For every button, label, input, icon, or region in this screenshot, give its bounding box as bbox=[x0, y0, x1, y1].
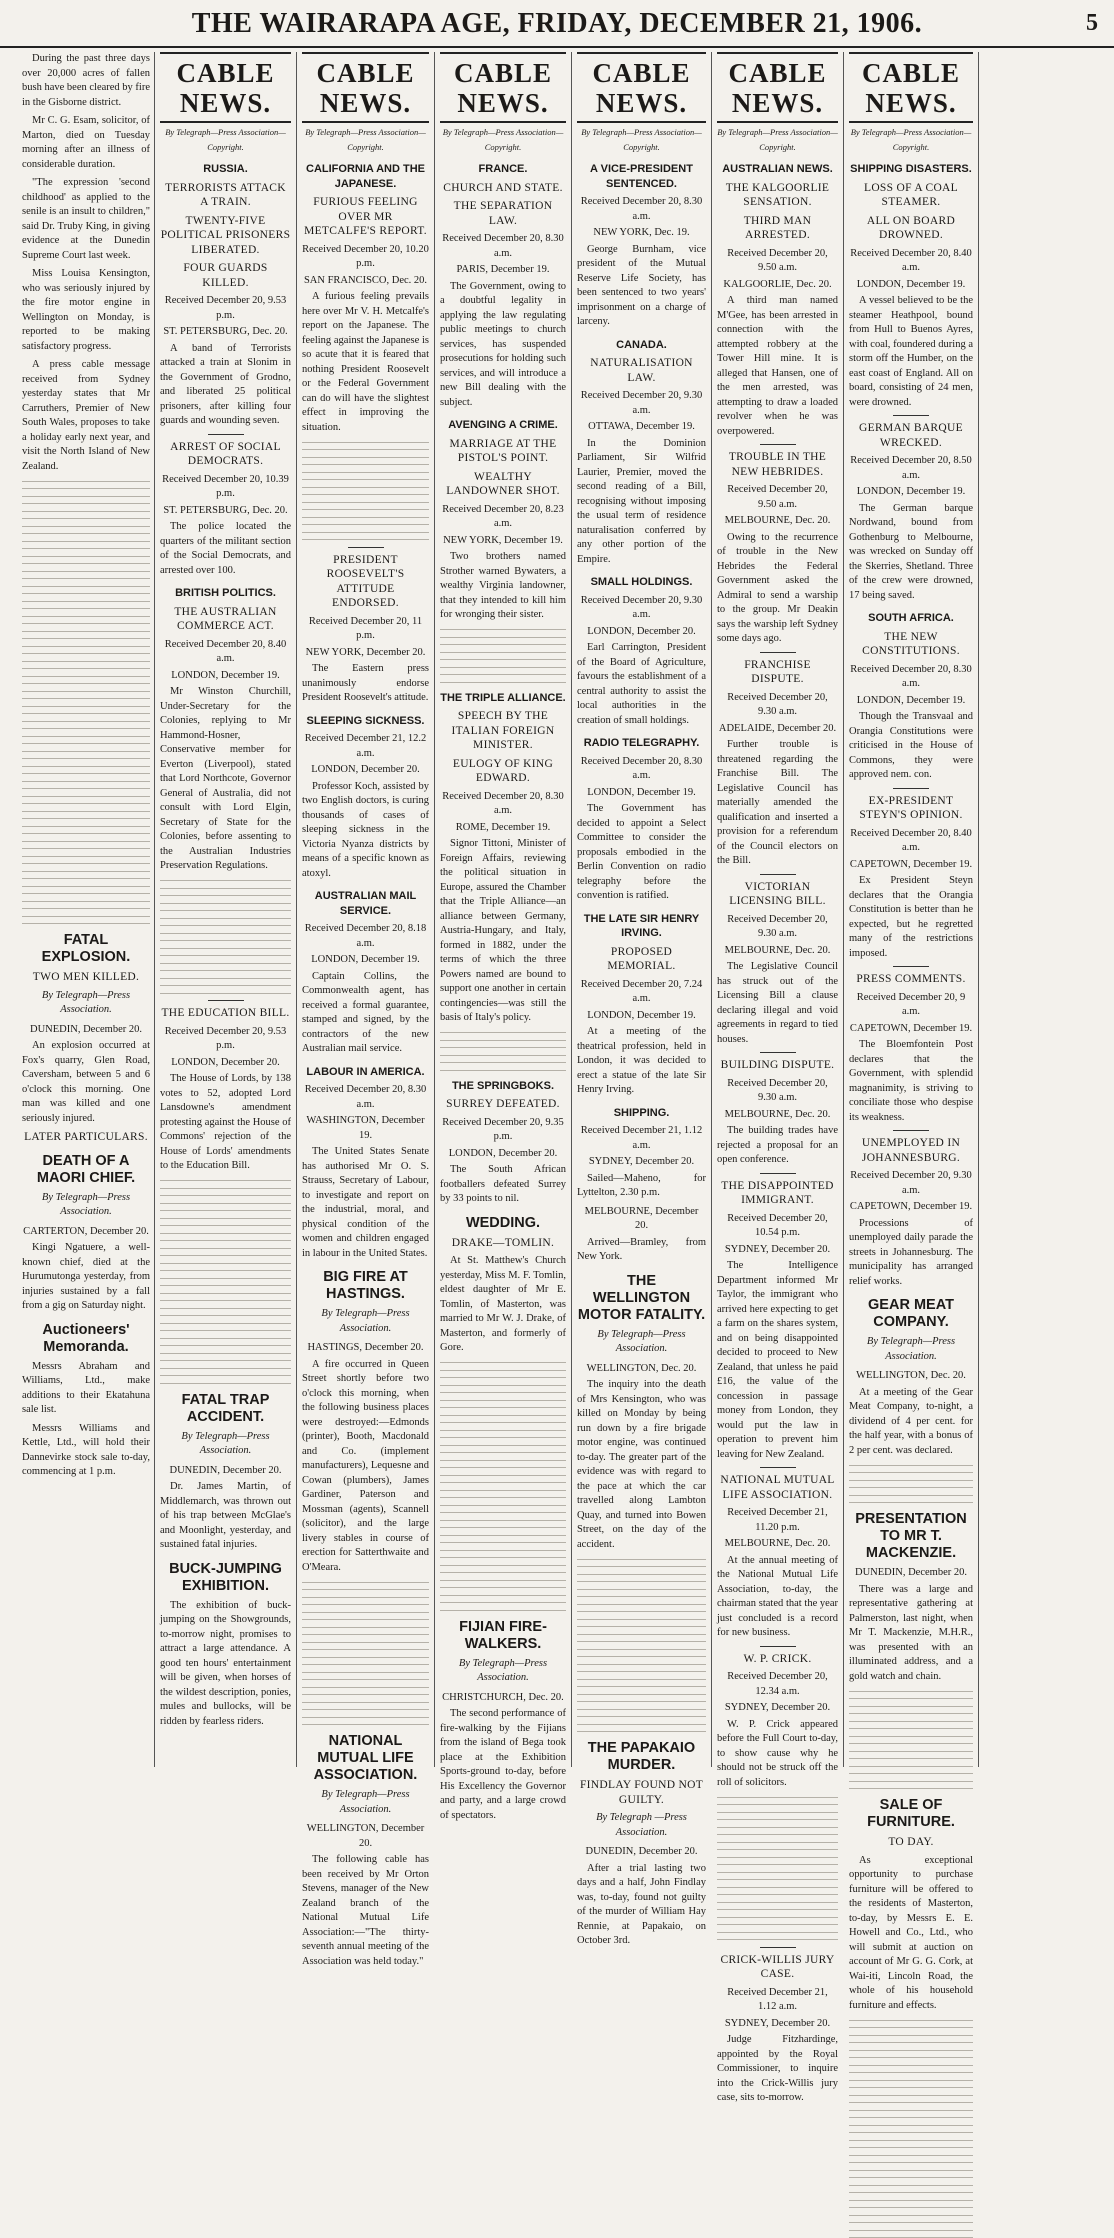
received-line: Received December 20, 8.40 a.m. bbox=[160, 638, 291, 667]
divider bbox=[760, 874, 796, 875]
article-headline: SMALL HOLDINGS. bbox=[577, 575, 706, 590]
divider bbox=[208, 434, 244, 435]
article-headline: FRANCE. bbox=[440, 162, 566, 177]
column-2 bbox=[160, 52, 291, 1767]
received-line: Received December 21, 12.2 a.m. bbox=[302, 732, 429, 761]
dateline: LONDON, December 20. bbox=[302, 763, 429, 778]
column-5 bbox=[577, 52, 706, 1767]
paragraph: A furious feeling prevails here over Mr V. H. Metcalfe's report on the Japanese. The feeling against the Japanese is so acute that it is feared that nothing President Roosevelt or the Federal Government can do will have the slightest effect in improving the situation. bbox=[302, 290, 429, 435]
received-line: Received December 21, 1.12 a.m. bbox=[577, 1124, 706, 1153]
paragraph: The Intelligence Department informed Mr Taylor, the immigrant who arrived here expecting to get a farm on the shares system, and on being disappointed decided to proceed to New Zealand, that unless he paid £16, the value of the concession in passage money from London, they would put the law in operation to prevent him leaving for New Zealand. bbox=[717, 1259, 838, 1462]
paragraph: At a meeting of the theatrical profession, held in London, it was decided to erect a statue of the late Sir Henry Irving. bbox=[577, 1025, 706, 1098]
paragraph: There was a large and representative gathering at Palmerston, last night, when Mr T. Mackenzie, M.H.R., was presented with an illuminated address, and a gold watch and chain. bbox=[849, 1583, 973, 1685]
dateline: LONDON, December 20. bbox=[440, 1147, 566, 1162]
paragraph: Further trouble is threatened regarding the Franchise Bill. The Legislative Council has materially amended the qualification and inserted a provision for a referendum of the Council electors on the Bill. bbox=[717, 738, 838, 869]
received-line: Received December 20, 9.35 p.m. bbox=[440, 1116, 566, 1145]
dateline: LONDON, December 20. bbox=[160, 1056, 291, 1071]
paragraph: Processions of unemployed daily parade the streets in Johannesburg. The municipality has arranged relief works. bbox=[849, 1217, 973, 1290]
paragraph: The second performance of fire-walking by the Fijians from the island of Bega took place at the Exhibition Sports-ground to-day, before His Excellency the Governor and party, and a large crowd of spectators. bbox=[440, 1707, 566, 1823]
paragraph: At the annual meeting of the National Mutual Life Association, to-day, the chairman stated that the year just concluded is a record for new business. bbox=[717, 1554, 838, 1641]
illegible-text-block bbox=[160, 1180, 291, 1384]
article-subheadline: UNEMPLOYED IN JOHANNESBURG. bbox=[849, 1136, 973, 1165]
received-line: Received December 20, 9 a.m. bbox=[849, 991, 973, 1020]
article-subheadline: THIRD MAN ARRESTED. bbox=[717, 214, 838, 243]
received-line: Received December 20, 9.30 a.m. bbox=[717, 1077, 838, 1106]
illegible-text-block bbox=[160, 880, 291, 994]
dateline: ST. PETERSBURG, Dec. 20. bbox=[160, 504, 291, 519]
received-line: Received December 20, 9.53 p.m. bbox=[160, 1025, 291, 1054]
column-4 bbox=[440, 52, 566, 1767]
paragraph: Miss Louisa Kensington, who was seriously injured by the fire motor engine in Wellington on Monday, is reported to be making satisfactory progress. bbox=[22, 267, 150, 354]
paragraph: Sailed—Maheno, for Lyttelton, 2.30 p.m. bbox=[577, 1172, 706, 1201]
article-subheadline: EX-PRESIDENT STEYN'S OPINION. bbox=[849, 794, 973, 823]
dateline: SYDNEY, December 20. bbox=[717, 1701, 838, 1716]
article-subheadline: LATER PARTICULARS. bbox=[22, 1130, 150, 1145]
copyright-line: By Telegraph—Press Association—Copyright. bbox=[160, 125, 291, 154]
received-line: Received December 20, 9.30 a.m. bbox=[849, 1169, 973, 1198]
article-subheadline: SPEECH BY THE ITALIAN FOREIGN MINISTER. bbox=[440, 709, 566, 753]
illegible-text-block bbox=[849, 1465, 973, 1504]
article-subheadline: FURIOUS FEELING OVER MR METCALFE'S REPORT. bbox=[302, 195, 429, 239]
copyright-line: By Telegraph—Press Association—Copyright. bbox=[302, 125, 429, 154]
article-headline: PRESENTATION TO MR T. MACKENZIE. bbox=[849, 1511, 973, 1562]
column-rule bbox=[843, 52, 844, 1767]
article-subheadline: SURREY DEFEATED. bbox=[440, 1097, 566, 1112]
article-subheadline: TROUBLE IN THE NEW HEBRIDES. bbox=[717, 450, 838, 479]
paragraph: After a trial lasting two days and a half, John Findlay was, to-day, found not guilty of the murder of William Hay Rennie, at Papakaio, on October 3rd. bbox=[577, 1862, 706, 1949]
paragraph: The Government, owing to a doubtful legality in applying the law regulating public meetings to church services, has suspended prosecutions for holding such services, and will introduce a new Bill dealing with the subject. bbox=[440, 280, 566, 411]
received-line: Received December 20, 8.30 a.m. bbox=[440, 232, 566, 261]
copyright-line: By Telegraph—Press Association—Copyright. bbox=[440, 125, 566, 154]
article-subheadline: NATIONAL MUTUAL LIFE ASSOCIATION. bbox=[717, 1473, 838, 1502]
article-headline: AUSTRALIAN NEWS. bbox=[717, 162, 838, 177]
article-headline: BIG FIRE AT HASTINGS. bbox=[302, 1269, 429, 1303]
article-headline: CALIFORNIA AND THE JAPANESE. bbox=[302, 162, 429, 191]
article-subheadline: TWENTY-FIVE POLITICAL PRISONERS LIBERATED. bbox=[160, 214, 291, 258]
paragraph: The following cable has been received by Mr Orton Stevens, manager of the New Zealand branch of the National Mutual Life Association:—"The thirty-seventh annual meeting of the Association was held today." bbox=[302, 1853, 429, 1969]
illegible-text-block bbox=[717, 1797, 838, 1941]
received-line: Received December 20, 8.23 a.m. bbox=[440, 503, 566, 532]
article-subheadline: DRAKE—TOMLIN. bbox=[440, 1236, 566, 1251]
dateline: ADELAIDE, December 20. bbox=[717, 722, 838, 737]
article-headline: SHIPPING DISASTERS. bbox=[849, 162, 973, 177]
paragraph: Two brothers named Strother warned Bywaters, a wealthy Virginia landowner, that they intended to kill him for wronging their sister. bbox=[440, 550, 566, 623]
paragraph: At a meeting of the Gear Meat Company, to-night, a dividend of 4 per cent. for the half year, with a bonus of 2 per cent. was declared. bbox=[849, 1386, 973, 1459]
column-1 bbox=[22, 52, 150, 1767]
received-line: Received December 20, 8.40 a.m. bbox=[849, 247, 973, 276]
dateline: CAPETOWN, December 19. bbox=[849, 1200, 973, 1215]
column-6 bbox=[717, 52, 838, 1767]
article-subheadline: ALL ON BOARD DROWNED. bbox=[849, 214, 973, 243]
paragraph: As exceptional opportunity to purchase furniture will be offered to the residents of Masterton, to-day, by Messrs E. E. Howell and Co., Ltd., who will submit at auction on account of Mr G. G. Cork, at Wai-iti, Lincoln Road, the whole of his household furniture and effects. bbox=[849, 1854, 973, 2014]
article-headline: CANADA. bbox=[577, 338, 706, 353]
received-line: Received December 20, 8.30 a.m. bbox=[577, 755, 706, 784]
paragraph: Messrs Abraham and Williams, Ltd., make additions to their Ekatahuna sale list. bbox=[22, 1360, 150, 1418]
paragraph: Signor Tittoni, Minister of Foreign Affairs, reviewing the political situation in Europe, assured the Chamber that the Triple Alliance—an alliance between Germany, Austria-Hungary, and Italy, formed in 1882, under the terms of which the three Powers named are bound to support one another in certain contingencies—was still the basis of Italy's policy. bbox=[440, 837, 566, 1026]
article-subheadline: BUILDING DISPUTE. bbox=[717, 1058, 838, 1073]
received-line: Received December 21, 11.20 p.m. bbox=[717, 1506, 838, 1535]
article-subheadline: TWO MEN KILLED. bbox=[22, 970, 150, 985]
divider bbox=[760, 444, 796, 445]
paragraph: A third man named M'Gee, has been arrested in connection with the attempted robbery at the Tower Hill mine. It is alleged that Hansen, one of the men arrested, was attempting to draw a loaded revolver when he was overpowered. bbox=[717, 294, 838, 439]
received-line: Received December 20, 10.39 p.m. bbox=[160, 473, 291, 502]
received-line: Received December 20, 10.20 p.m. bbox=[302, 243, 429, 272]
dateline: NEW YORK, Dec. 19. bbox=[577, 226, 706, 241]
dateline: CAPETOWN, December 19. bbox=[849, 858, 973, 873]
paragraph: The exhibition of buck-jumping on the Showgrounds, to-morrow night, promises to attract a large attendance. A good ten hours' entertainment will be given, when horses of the wildest description, ponies, mules and bullocks, will be ridden by fearless riders. bbox=[160, 1599, 291, 1730]
column-rule bbox=[978, 52, 979, 1767]
article-subheadline: VICTORIAN LICENSING BILL. bbox=[717, 880, 838, 909]
article-subheadline: MARRIAGE AT THE PISTOL'S POINT. bbox=[440, 437, 566, 466]
column-rule bbox=[154, 52, 155, 1767]
dateline: WELLINGTON, December 20. bbox=[302, 1822, 429, 1851]
divider bbox=[760, 1467, 796, 1468]
divider bbox=[760, 1052, 796, 1053]
divider bbox=[893, 788, 929, 789]
paragraph: The German barque Nordwand, bound from Gothenburg to Melbourne, was wrecked on Sunday off the Skerries, Shetland. Three of the crew were drowned, 17 being saved. bbox=[849, 502, 973, 604]
dateline: MELBOURNE, Dec. 20. bbox=[717, 944, 838, 959]
dateline: NEW YORK, December 19. bbox=[440, 534, 566, 549]
dateline: OTTAWA, December 19. bbox=[577, 420, 706, 435]
received-line: Received December 20, 9.30 a.m. bbox=[717, 913, 838, 942]
received-line: Received December 20, 8.50 a.m. bbox=[849, 454, 973, 483]
article-headline: AUSTRALIAN MAIL SERVICE. bbox=[302, 889, 429, 918]
paragraph: The Government has decided to appoint a Select Committee to consider the proposals embodied in the Berlin Convention on radio telegraphy before the convention is ratified. bbox=[577, 802, 706, 904]
copyright-line: By Telegraph—Press Association—Copyright. bbox=[577, 125, 706, 154]
received-line: Received December 20, 9.50 a.m. bbox=[717, 483, 838, 512]
article-headline: NATIONAL MUTUAL LIFE ASSOCIATION. bbox=[302, 1733, 429, 1784]
paragraph: Owing to the recurrence of trouble in the New Hebrides the Federal Government asked the Admiral to send a warship to the group. Mr Deakin says the warship left Sydney some days ago. bbox=[717, 531, 838, 647]
dateline: WELLINGTON, Dec. 20. bbox=[577, 1362, 706, 1377]
paragraph: A fire occurred in Queen Street shortly before two o'clock this morning, when the following business places were destroyed:—Edmonds (printer), Booth, Macdonald and Co. (implement manufacturers), Lequesne and Cowan (plumbers), James Gardiner, Paterson and Mossman (agents), Scannell (solicitor), and the large livery stables in course of erection for Satterthwaite and O'Meara. bbox=[302, 1358, 429, 1576]
byline: By Telegraph—Press Association. bbox=[160, 1430, 291, 1459]
dateline: LONDON, December 19. bbox=[302, 953, 429, 968]
illegible-text-block bbox=[849, 2020, 973, 2238]
divider bbox=[760, 652, 796, 653]
paragraph: Kingi Ngatuere, a well-known chief, died at the Hurumutonga yesterday, from injuries sustained by a fall from a gig on Saturday night. bbox=[22, 1241, 150, 1314]
dateline: CARTERTON, December 20. bbox=[22, 1225, 150, 1240]
paragraph: George Burnham, vice president of the Mutual Reserve Life Society, has been sentenced to two years' imprisonment on a charge of larceny. bbox=[577, 243, 706, 330]
divider bbox=[893, 966, 929, 967]
byline: By Telegraph—Press Association. bbox=[22, 1191, 150, 1220]
divider bbox=[760, 1173, 796, 1174]
received-line: Received December 20, 8.30 a.m. bbox=[302, 1083, 429, 1112]
column-7 bbox=[849, 52, 973, 1767]
divider bbox=[893, 415, 929, 416]
dateline: KALGOORLIE, Dec. 20. bbox=[717, 278, 838, 293]
paragraph: Messrs Williams and Kettle, Ltd., will hold their Dannevirke stock sale to-day, commencing at 1 p.m. bbox=[22, 1422, 150, 1480]
article-subheadline: THE KALGOORLIE SENSATION. bbox=[717, 181, 838, 210]
article-subheadline: ARREST OF SOCIAL DEMOCRATS. bbox=[160, 440, 291, 469]
dateline: LONDON, December 19. bbox=[577, 1009, 706, 1024]
column-rule bbox=[434, 52, 435, 1767]
received-line: Received December 20, 8.30 a.m. bbox=[440, 790, 566, 819]
dateline: LONDON, December 19. bbox=[849, 694, 973, 709]
paragraph: The South African footballers defeated Surrey by 33 points to nil. bbox=[440, 1163, 566, 1207]
paragraph: Mr C. G. Esam, solicitor, of Marton, died on Tuesday morning after an illness of considerable duration. bbox=[22, 114, 150, 172]
cable-news-header: CABLE NEWS. bbox=[849, 52, 973, 123]
divider bbox=[893, 1130, 929, 1131]
received-line: Received December 20, 8.40 a.m. bbox=[849, 827, 973, 856]
article-headline: THE PAPAKAIO MURDER. bbox=[577, 1740, 706, 1774]
divider bbox=[760, 1646, 796, 1647]
article-subheadline: FRANCHISE DISPUTE. bbox=[717, 658, 838, 687]
article-headline: BUCK-JUMPING EXHIBITION. bbox=[160, 1561, 291, 1595]
article-headline: AVENGING A CRIME. bbox=[440, 418, 566, 433]
byline: By Telegraph—Press Association. bbox=[302, 1788, 429, 1817]
byline: By Telegraph—Press Association. bbox=[22, 989, 150, 1018]
byline: By Telegraph—Press Association. bbox=[577, 1328, 706, 1357]
article-subheadline: THE NEW CONSTITUTIONS. bbox=[849, 630, 973, 659]
illegible-text-block bbox=[849, 1691, 973, 1790]
masthead bbox=[0, 0, 1114, 48]
received-line: Received December 20, 9.30 a.m. bbox=[577, 594, 706, 623]
received-line: Received December 20, 9.30 a.m. bbox=[717, 691, 838, 720]
article-subheadline: LOSS OF A COAL STEAMER. bbox=[849, 181, 973, 210]
paragraph: Professor Koch, assisted by two English doctors, is curing thousands of cases of sleeping sickness in the Victoria Nyanza districts by means of a specific known as atoxyl. bbox=[302, 780, 429, 882]
article-subheadline: TO DAY. bbox=[849, 1835, 973, 1850]
article-headline: FATAL TRAP ACCIDENT. bbox=[160, 1392, 291, 1426]
article-subheadline: GERMAN BARQUE WRECKED. bbox=[849, 421, 973, 450]
article-subheadline: WEALTHY LANDOWNER SHOT. bbox=[440, 470, 566, 499]
article-headline: SOUTH AFRICA. bbox=[849, 611, 973, 626]
article-subheadline: FINDLAY FOUND NOT GUILTY. bbox=[577, 1778, 706, 1807]
received-line: Received December 20, 12.34 a.m. bbox=[717, 1670, 838, 1699]
article-subheadline: PROPOSED MEMORIAL. bbox=[577, 945, 706, 974]
paragraph: The Bloemfontein Post declares that the Government, with splendid magnanimity, is striving to conciliate those who despise its weakness. bbox=[849, 1038, 973, 1125]
dateline: DUNEDIN, December 20. bbox=[22, 1023, 150, 1038]
received-line: Received December 20, 8.18 a.m. bbox=[302, 922, 429, 951]
dateline: MELBOURNE, December 20. bbox=[577, 1205, 706, 1234]
article-subheadline: EULOGY OF KING EDWARD. bbox=[440, 757, 566, 786]
divider bbox=[348, 547, 384, 548]
article-headline: THE WELLINGTON MOTOR FATALITY. bbox=[577, 1273, 706, 1324]
paragraph: Captain Collins, the Commonwealth agent, has received a formal guarantee, stamped and signed, by the contractors of the new Australian mail service. bbox=[302, 970, 429, 1057]
received-line: Received December 20, 11 p.m. bbox=[302, 615, 429, 644]
page-number: 5 bbox=[1086, 10, 1098, 37]
article-subheadline: FOUR GUARDS KILLED. bbox=[160, 261, 291, 290]
article-subheadline: THE DISAPPOINTED IMMIGRANT. bbox=[717, 1179, 838, 1208]
dateline: DUNEDIN, December 20. bbox=[849, 1566, 973, 1581]
column-rule bbox=[296, 52, 297, 1767]
received-line: Received December 20, 9.30 a.m. bbox=[577, 389, 706, 418]
paragraph: A vessel believed to be the steamer Heathpool, bound from Hull to Buenos Ayres, with coal, foundered during a storm off the Humber, on the east coast of England. All on board, consisting of 24 men, were drowned. bbox=[849, 294, 973, 410]
paragraph: Ex President Steyn declares that the Orangia Constitution is better than he expected, but he regretted many of the restrictions imposed. bbox=[849, 874, 973, 961]
paragraph: Mr Winston Churchill, Under-Secretary for the Colonies, replying to Mr Hammond-Hosner, Conservative member for Everton (Liverpool), stated that Lord Northcote, Governor General of Australia, did not consult with Lord Elgin, Secretary of State for the Colonies, before assenting to the Australian Industries Preservation Regulations. bbox=[160, 685, 291, 874]
received-line: Received December 20, 7.24 a.m. bbox=[577, 978, 706, 1007]
copyright-line: By Telegraph—Press Association—Copyright. bbox=[717, 125, 838, 154]
paragraph: At St. Matthew's Church yesterday, Miss M. F. Tomlin, eldest daughter of Mr E. Tomlin, of Masterton, was married to Mr W. J. Drake, of Masterton, and formerly of Gore. bbox=[440, 1254, 566, 1356]
article-headline: LABOUR IN AMERICA. bbox=[302, 1065, 429, 1080]
article-headline: RADIO TELEGRAPHY. bbox=[577, 736, 706, 751]
paragraph: The House of Lords, by 138 votes to 52, adopted Lord Lansdowne's amendment protesting against the House of Commons' rejection of the House of Lords' amendments to the Education Bill. bbox=[160, 1072, 291, 1174]
dateline: CAPETOWN, December 19. bbox=[849, 1022, 973, 1037]
article-subheadline: PRESS COMMENTS. bbox=[849, 972, 973, 987]
dateline: SYDNEY, December 20. bbox=[717, 1243, 838, 1258]
divider bbox=[760, 1947, 796, 1948]
illegible-text-block bbox=[577, 1559, 706, 1733]
article-headline: SHIPPING. bbox=[577, 1106, 706, 1121]
article-headline: BRITISH POLITICS. bbox=[160, 586, 291, 601]
cable-news-header: CABLE NEWS. bbox=[577, 52, 706, 123]
paragraph: The Legislative Council has struck out of the Licensing Bill a clause declaring illegal and void agreements in regard to tied houses. bbox=[717, 960, 838, 1047]
article-subheadline: PRESIDENT ROOSEVELT'S ATTITUDE ENDORSED. bbox=[302, 553, 429, 611]
dateline: SAN FRANCISCO, Dec. 20. bbox=[302, 274, 429, 289]
article-headline: FATAL EXPLOSION. bbox=[22, 932, 150, 966]
article-headline: A VICE-PRESIDENT SENTENCED. bbox=[577, 162, 706, 191]
cable-news-header: CABLE NEWS. bbox=[717, 52, 838, 123]
paragraph: Though the Transvaal and Orangia Constitutions were criticised in the House of Commons, they were approved nem. con. bbox=[849, 710, 973, 783]
paragraph: The United States Senate has authorised Mr O. S. Strauss, Secretary of Labour, to investigate and report on the industrial, moral, and physical condition of the women and children engaged in labour in the United States. bbox=[302, 1145, 429, 1261]
paragraph: The police located the quarters of the militant section of the Social Democrats, and arrested over 100. bbox=[160, 520, 291, 578]
received-line: Received December 20, 8.30 a.m. bbox=[577, 195, 706, 224]
dateline: LONDON, December 19. bbox=[849, 485, 973, 500]
illegible-text-block bbox=[302, 1582, 429, 1726]
dateline: SYDNEY, December 20. bbox=[717, 2017, 838, 2032]
column-rule bbox=[711, 52, 712, 1767]
article-headline: THE SPRINGBOKS. bbox=[440, 1079, 566, 1094]
dateline: MELBOURNE, Dec. 20. bbox=[717, 1108, 838, 1123]
dateline: LONDON, December 19. bbox=[577, 786, 706, 801]
received-line: Received December 21, 1.12 a.m. bbox=[717, 1986, 838, 2015]
dateline: LONDON, December 20. bbox=[577, 625, 706, 640]
dateline: NEW YORK, December 20. bbox=[302, 646, 429, 661]
divider bbox=[208, 1000, 244, 1001]
newspaper-title: THE WAIRARAPA AGE, FRIDAY, DECEMBER 21, 1906. bbox=[0, 8, 1114, 40]
article-headline: Auctioneers' Memoranda. bbox=[22, 1322, 150, 1356]
paragraph: A band of Terrorists attacked a train at Slonim in the Government of Grodno, and liberated 25 political prisoners, after killing four guards and wounding seven. bbox=[160, 342, 291, 429]
received-line: Received December 20, 9.50 a.m. bbox=[717, 247, 838, 276]
dateline: DUNEDIN, December 20. bbox=[577, 1845, 706, 1860]
dateline: CHRISTCHURCH, Dec. 20. bbox=[440, 1691, 566, 1706]
article-headline: WEDDING. bbox=[440, 1215, 566, 1232]
dateline: ST. PETERSBURG, Dec. 20. bbox=[160, 325, 291, 340]
paragraph: Dr. James Martin, of Middlemarch, was thrown out of his trap between McGlae's and Moonlight, yesterday, and sustained fatal injuries. bbox=[160, 1480, 291, 1553]
paragraph: A press cable message received from Sydney yesterday states that Mr Carruthers, Premier of New South Wales, proposes to take a holiday early next year, and visit the North Island of New Zealand. bbox=[22, 358, 150, 474]
dateline: MELBOURNE, Dec. 20. bbox=[717, 514, 838, 529]
article-headline: THE LATE SIR HENRY IRVING. bbox=[577, 912, 706, 941]
received-line: Received December 20, 8.30 a.m. bbox=[849, 663, 973, 692]
paragraph: The inquiry into the death of Mrs Kensington, who was killed on Monday by being run down by a fire brigade motor engine, was continued to-day. The greater part of the evidence was with regard to the pace at which the car travelled along Lambton Quay, and turned into Bowen Street, on the day of the accident. bbox=[577, 1378, 706, 1552]
illegible-text-block bbox=[440, 1032, 566, 1071]
article-headline: THE TRIPLE ALLIANCE. bbox=[440, 691, 566, 706]
article-headline: RUSSIA. bbox=[160, 162, 291, 177]
dateline: DUNEDIN, December 20. bbox=[160, 1464, 291, 1479]
cable-news-header: CABLE NEWS. bbox=[440, 52, 566, 123]
paragraph: The Eastern press unanimously endorse President Roosevelt's attitude. bbox=[302, 662, 429, 706]
dateline: LONDON, December 19. bbox=[849, 278, 973, 293]
byline: By Telegraph—Press Association. bbox=[302, 1307, 429, 1336]
article-subheadline: THE SEPARATION LAW. bbox=[440, 199, 566, 228]
article-headline: SALE OF FURNITURE. bbox=[849, 1797, 973, 1831]
illegible-text-block bbox=[22, 481, 150, 925]
byline: By Telegraph —Press Association. bbox=[577, 1811, 706, 1840]
article-subheadline: CHURCH AND STATE. bbox=[440, 181, 566, 196]
article-headline: FIJIAN FIRE-WALKERS. bbox=[440, 1619, 566, 1653]
article-subheadline: TERRORISTS ATTACK A TRAIN. bbox=[160, 181, 291, 210]
paragraph: In the Dominion Parliament, Sir Wilfrid Laurier, Premier, moved the second reading of a Bill, recognising without imposing the usual term of residence naturalisation conferred by any other portion of the Empire. bbox=[577, 437, 706, 568]
dateline: WELLINGTON, Dec. 20. bbox=[849, 1369, 973, 1384]
paragraph: Judge Fitzhardinge, appointed by the Royal Commissioner, to inquire into the Crick-Willis jury case, sits to-morrow. bbox=[717, 2033, 838, 2106]
paragraph: Earl Carrington, President of the Board of Agriculture, favours the establishment of a central authority to assist the local authorities in the creation of small holdings. bbox=[577, 641, 706, 728]
byline: By Telegraph—Press Association. bbox=[440, 1657, 566, 1686]
paragraph: An explosion occurred at Fox's quarry, Glen Road, Caversham, between 5 and 6 o'clock this morning. One man was killed and one seriously injured. bbox=[22, 1039, 150, 1126]
cable-news-header: CABLE NEWS. bbox=[160, 52, 291, 123]
illegible-text-block bbox=[440, 629, 566, 683]
column-3 bbox=[302, 52, 429, 1767]
received-line: Received December 20, 9.53 p.m. bbox=[160, 294, 291, 323]
dateline: ROME, December 19. bbox=[440, 821, 566, 836]
received-line: Received December 20, 10.54 p.m. bbox=[717, 1212, 838, 1241]
copyright-line: By Telegraph—Press Association—Copyright. bbox=[849, 125, 973, 154]
article-subheadline: CRICK-WILLIS JURY CASE. bbox=[717, 1953, 838, 1982]
paragraph: During the past three days over 20,000 acres of fallen bush have been cleared by fire in the Gisborne district. bbox=[22, 52, 150, 110]
paragraph: The building trades have rejected a proposal for an open conference. bbox=[717, 1124, 838, 1168]
illegible-text-block bbox=[440, 1362, 566, 1611]
dateline: SYDNEY, December 20. bbox=[577, 1155, 706, 1170]
paragraph: Arrived—Bramley, from New York. bbox=[577, 1236, 706, 1265]
paragraph: "The expression 'second childhood' as applied to the senile is an insult to children," said Dr. Truby King, in giving evidence at the Dunedin Supreme Court last week. bbox=[22, 176, 150, 263]
dateline: MELBOURNE, Dec. 20. bbox=[717, 1537, 838, 1552]
article-headline: SLEEPING SICKNESS. bbox=[302, 714, 429, 729]
article-subheadline: W. P. CRICK. bbox=[717, 1652, 838, 1667]
article-subheadline: NATURALISATION LAW. bbox=[577, 356, 706, 385]
dateline: HASTINGS, December 20. bbox=[302, 1341, 429, 1356]
article-headline: GEAR MEAT COMPANY. bbox=[849, 1297, 973, 1331]
article-subheadline: THE EDUCATION BILL. bbox=[160, 1006, 291, 1021]
column-rule bbox=[571, 52, 572, 1767]
article-headline: DEATH OF A MAORI CHIEF. bbox=[22, 1153, 150, 1187]
illegible-text-block bbox=[302, 442, 429, 541]
article-subheadline: THE AUSTRALIAN COMMERCE ACT. bbox=[160, 605, 291, 634]
byline: By Telegraph—Press Association. bbox=[849, 1335, 973, 1364]
dateline: WASHINGTON, December 19. bbox=[302, 1114, 429, 1143]
paragraph: W. P. Crick appeared before the Full Court to-day, to show cause why he should not be struck off the roll of solicitors. bbox=[717, 1718, 838, 1791]
dateline: PARIS, December 19. bbox=[440, 263, 566, 278]
dateline: LONDON, December 19. bbox=[160, 669, 291, 684]
cable-news-header: CABLE NEWS. bbox=[302, 52, 429, 123]
